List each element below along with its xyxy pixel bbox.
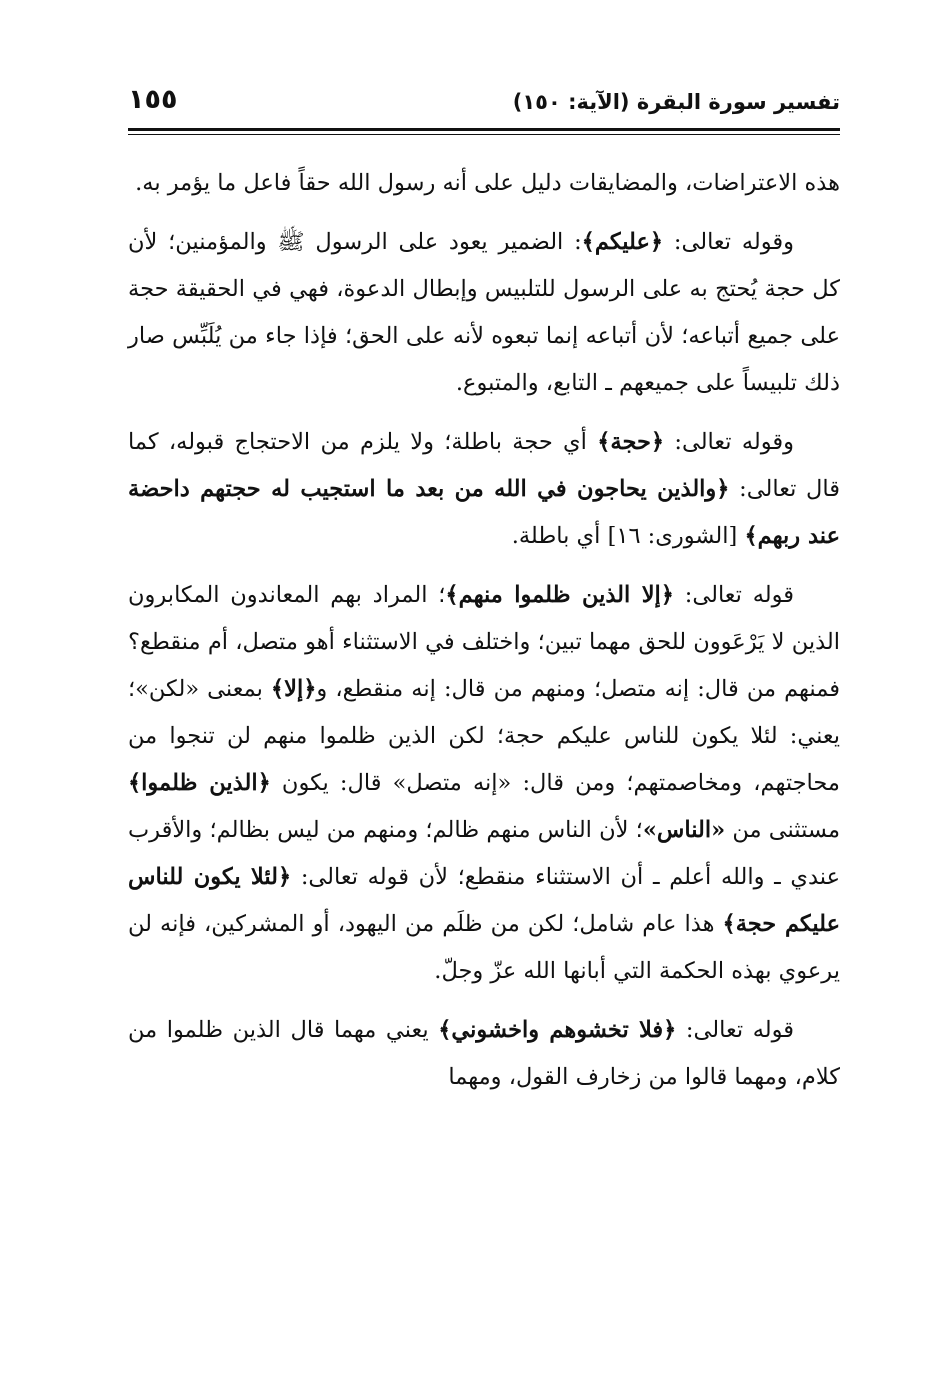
paragraph (128, 572, 840, 995)
text-segment: وقوله تعالى: (663, 229, 794, 255)
header-rule-thin (128, 134, 840, 135)
text-segment: قوله تعالى: (673, 582, 794, 608)
quran-quote: ﴿حجة﴾ (597, 429, 665, 455)
page-number: ١٥٥ (128, 84, 178, 115)
paragraph (128, 219, 840, 407)
paragraph (128, 160, 840, 207)
header-rule-thick (128, 128, 840, 131)
quran-quote: «الناس» (642, 817, 726, 843)
paragraph (128, 419, 840, 560)
page-header (128, 84, 840, 124)
quran-quote: ﴿الذين ظلموا﴾ (128, 770, 271, 796)
paragraph (128, 1007, 840, 1101)
text-segment: وقوله تعالى: (664, 429, 794, 455)
text-segment: : الضمير يعود على الرسول ﷺ والمؤمنين؛ لأن كل حجة يُحتج به على الرسول للتلبيس وإبطال الدعوة، فهي في الحقيقة حجة على جميع أتباعه؛ لأن أتباعه إنما تبعوه لأنه على الحق؛ فإذا جاء من يُلَبِّس صار ذلك تلبيساً على جميعهم ـ التابع، والمتبوع. (128, 229, 840, 396)
text-segment: أي حجة باطلة؛ ولا يلزم من الاحتجاج قبوله، كما قال تعالى: (128, 429, 840, 502)
text-segment: هذه الاعتراضات، والمضايقات دليل على أنه رسول الله حقاً فاعل ما يؤمر به. (135, 170, 840, 196)
quran-quote: ﴿لئلا يكون للناس عليكم حجة﴾ (128, 864, 841, 937)
text-segment: [الشورى: ١٦] أي باطلة. (511, 523, 745, 549)
quran-quote: ﴿عليكم﴾ (581, 229, 664, 255)
text-segment: بمعنى «لكن»؛ يعني: لئلا يكون للناس عليكم حجة؛ لكن الذين ظلموا منهم لن تنجوا من محاجتهم، ومخاصمتهم؛ ومن قال: «إنه متصل» قال: يكون (128, 676, 840, 796)
quran-quote: ﴿فلا تخشوهم واخشوني﴾ (438, 1017, 677, 1043)
quran-quote: ﴿والذين يحاجون في الله من بعد ما استجيب له حجتهم داحضة عند ربهم﴾ (128, 476, 840, 549)
text-segment: قوله تعالى: (676, 1017, 794, 1043)
text-segment: هذا عام شامل؛ لكن من ظلَم من اليهود، أو المشركين، فإنه لن يرعوي بهذه الحكمة التي أبانها الله عزّ وجلّ. (128, 911, 840, 984)
quran-quote: ﴿إلا الذين ظلموا منهم﴾ (445, 582, 674, 608)
running-title: تفسير سورة البقرة (الآية: ١٥٠) (512, 90, 840, 114)
text-segment: ؛ لأن الناس منهم ظالم؛ ومنهم من ليس بظالم؛ والأقرب عندي ـ والله أعلم ـ أن الاستثناء منقطع؛ لأن قوله تعالى: (128, 817, 840, 890)
text-segment: يعني مهما قال الذين ظلموا من كلام، ومهما قالوا من زخارف القول، ومهما (128, 1017, 840, 1090)
text-segment: مستثنى من (725, 817, 841, 843)
quran-quote: ﴿إلا﴾ (270, 676, 317, 702)
text-segment: ؛ المراد بهم المعاندون المكابرون الذين لا يَرْعَوون للحق مهما تبين؛ واختلف في الاستثناء أهو متصل، أم منقطع؟ فمنهم من قال: إنه متصل؛ ومنهم من قال: إنه منقطع، و (128, 582, 840, 702)
body-text (128, 160, 840, 1113)
